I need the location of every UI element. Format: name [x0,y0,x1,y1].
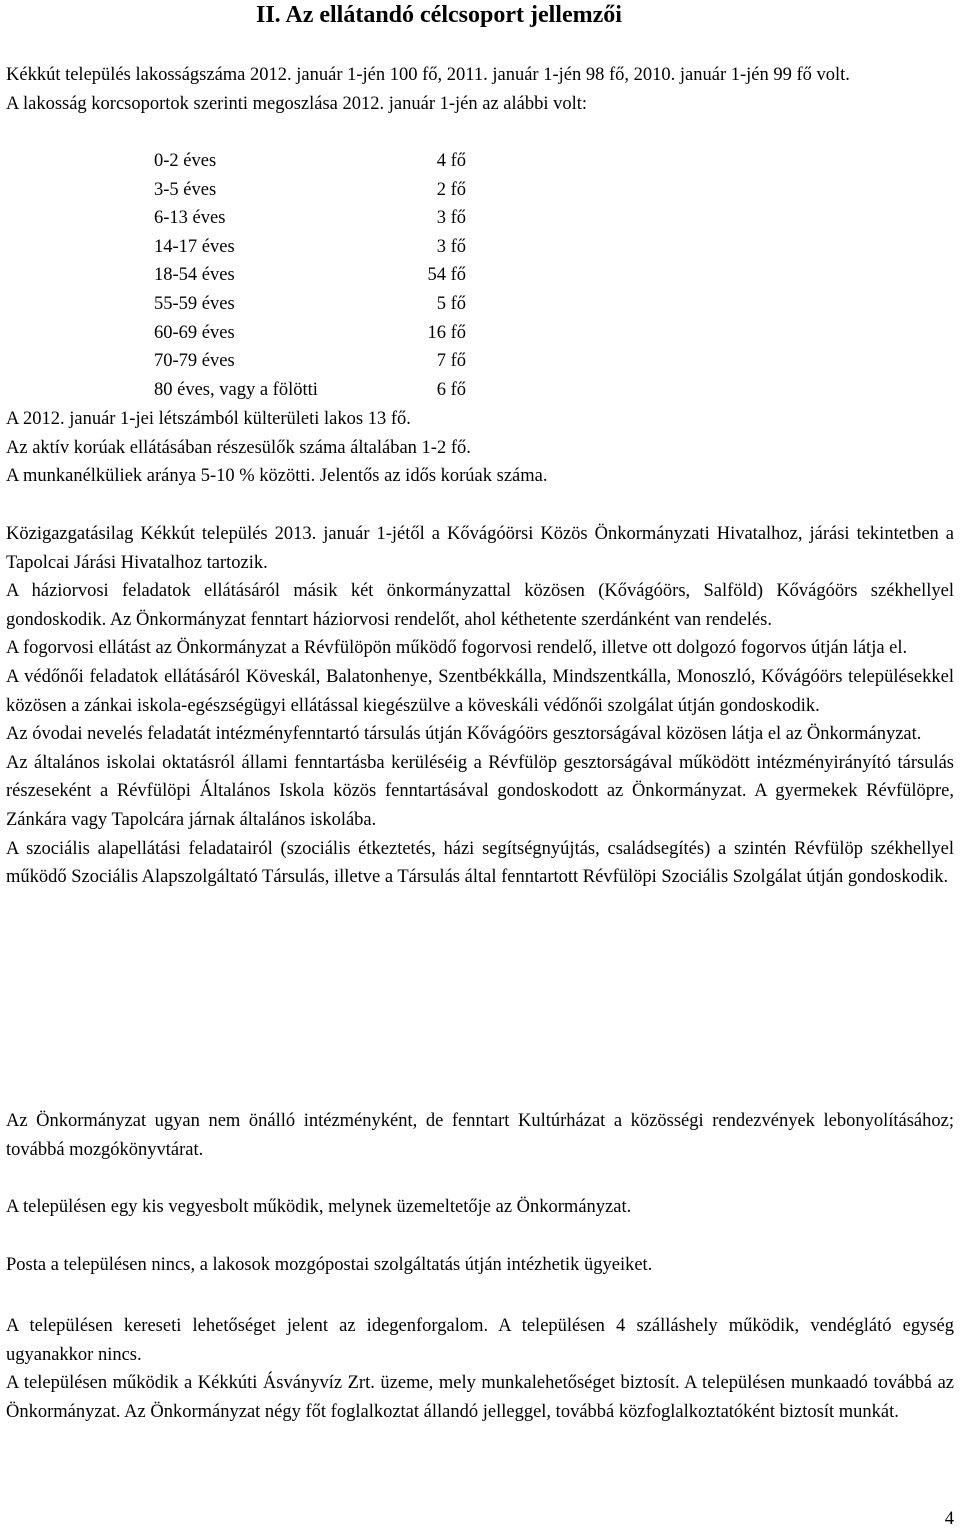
shop-block [6,1193,954,1222]
table-row: 0-2 éves 4 fő [154,151,466,171]
kindergarten-paragraph: Az óvodai nevelés feladatát intézményfenntartó társulás útján Kővágóörs gesztorságával közösen látja el az Önkormányzat. [6,724,922,745]
administration-paragraph: Közigazgatásilag Kékkút település 2013. január 1-jétől a Kővágóörsi Közös Önkormányzati Hivatalhoz, járási tekintetben a Tapolcai Járási Hivatalhoz tartozik. [6,524,954,573]
social-care-paragraph: A szociális alapellátási feladatairól (szociális étkeztetés, házi segítségnyújtás, családsegítés) a szintén Révfülöp székhellyel működő Szociális Alapszolgáltató Társulás, illetve a Társulás által fenntartott Révfülöpi Szociális Szolgálat útján gondoskodik. [6,838,954,888]
after-table-block [6,405,954,491]
school-paragraph: Az általános iskolai oktatásról állami fenntartásba kerüléséig a Révfülöp gesztorságával működött intézményirányító társulás részeseként a Révfülöpi Általános Iskola közös fenntartásával gondoskodott az Önkormányzat. A gyermekek Révfülöpre, Zánkára vagy Tapolcára járnak általános iskolába. [6,752,954,830]
culture-paragraph: Az Önkormányzat ugyan nem önálló intézményként, de fenntart Kultúrházat a közösségi rendezvények lebonyolításához; továbbá mozgókönyvtárat. [6,1111,954,1160]
section-heading: II. Az ellátandó célcsoport jellemzői [256,2,622,28]
age-distribution-intro: A lakosság korcsoportok szerinti megoszlása 2012. január 1-jén az alábbi volt: [6,93,588,114]
population-paragraph: Kékkút település lakosságszáma 2012. január 1-jén 100 fő, 2011. január 1-jén 98 fő, 2010. január 1-jén 99 fő volt. [6,65,850,85]
table-row: 3-5 éves 2 fő [154,179,466,200]
table-row: 80 éves, vagy a fölötti 6 fő [154,379,466,400]
culture-block [6,1107,954,1164]
health-visitor-paragraph: A védőnői feladatok ellátásáról Köveskál, Balatonhenye, Szentbékkálla, Mindszentkálla, Monoszló, Kővágóörs településekkel közösen a zánkai iskola-egészségügyi ellátással kiegészülve a köveskáli védőnői szolgálat útján gondoskodik. [6,666,954,716]
table-row: 60-69 éves 16 fő [154,322,466,343]
dentist-paragraph: A fogorvosi ellátást az Önkormányzat a Révfülöpön működő fogorvosi rendelő, illetve ott dolgozó fogorvos útján látja el. [6,638,908,659]
age-table [154,147,954,404]
page-number: 4 [944,1509,954,1529]
economy-block [6,1312,954,1426]
employment-paragraph: A településen működik a Kékkúti Ásványvíz Zrt. üzeme, mely munkalehetőséget biztosít. A településen munkaadó továbbá az Önkormányzat. Az Önkormányzat négy főt foglalkoztat állandó jelleggel, továbbá közfoglalkoztatóként biztosít munkát. [6,1373,954,1422]
post-paragraph: Posta a településen nincs, a lakosok mozgópostai szolgáltatás útján intézhetik ügyeiket. [6,1255,653,1275]
post-block [6,1251,954,1280]
table-row: 6-13 éves 3 fő [154,208,466,229]
gp-paragraph: A háziorvosi feladatok ellátásáról másik két önkormányzattal közösen (Kővágóörs, Salföld) Kővágóörs székhellyel gondoskodik. Az Önkormányzat fenntart háziorvosi rendelőt, ahol kéthetente szerdánként van rendelés. [6,581,954,630]
intro-block [6,61,954,118]
active-age-paragraph: Az aktív korúak ellátásában részesülők száma általában 1-2 fő. [6,437,471,458]
unemployment-paragraph: A munkanélküliek aránya 5-10 % közötti. Jelentős az idős korúak száma. [6,466,548,487]
shop-paragraph: A településen egy kis vegyesbolt működik, melynek üzemeltetője az Önkormányzat. [6,1197,632,1217]
outskirts-paragraph: A 2012. január 1-jei létszámból külterületi lakos 13 fő. [6,409,411,429]
table-row: 70-79 éves 7 fő [154,351,466,372]
table-row: 55-59 éves 5 fő [154,293,466,314]
services-block [6,520,954,892]
tourism-paragraph: A településen kereseti lehetőséget jelent az idegenforgalom. A településen 4 szálláshely működik, vendéglátó egység ugyanakkor nincs. [6,1316,954,1365]
table-row: 18-54 éves 54 fő [154,265,466,286]
table-row: 14-17 éves 3 fő [154,236,466,257]
